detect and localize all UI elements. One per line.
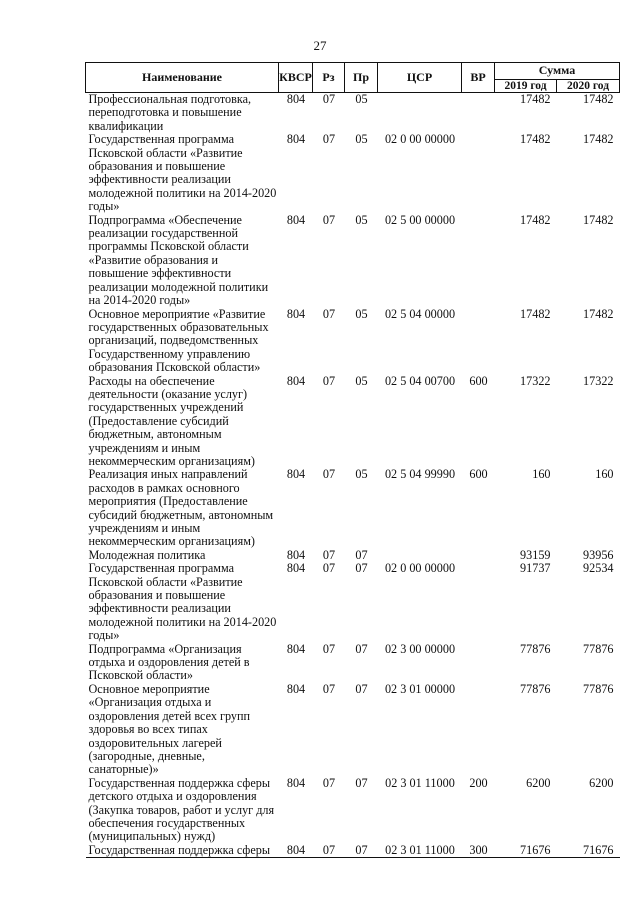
cell-name: Государственная программа Псковской области «Развитие образования и повышение эффективности реализации молодежной политики на 2014-2020 годы»: [88, 561, 277, 643]
cell-sum-2020: 160: [595, 467, 614, 482]
cell-csr: [378, 549, 462, 562]
cell-csr: 02 5 04 00700: [384, 373, 456, 388]
cell-sum-2019: 77876: [520, 641, 551, 656]
cell-sum-2020: 93956: [583, 547, 614, 562]
header-vr: ВР: [462, 63, 495, 93]
table-row: [86, 683, 620, 777]
cell-vr: [462, 308, 495, 375]
header-pr: Пр: [345, 63, 378, 93]
header-sum: Сумма: [495, 63, 620, 80]
table-row: [86, 375, 620, 469]
cell-pr: 05: [355, 92, 368, 106]
cell-sum-2020: 92534: [583, 561, 614, 576]
cell-kvsr: 804: [286, 212, 306, 227]
cell-sum-2020: 71676: [557, 844, 620, 858]
cell-sum-2019: 91737: [520, 561, 551, 576]
table-row: [86, 844, 620, 858]
cell-kvsr: 804: [286, 92, 306, 106]
cell-pr: 05: [355, 373, 368, 388]
cell-vr: [462, 683, 495, 777]
cell-pr: 07: [355, 547, 368, 562]
table-row: [86, 549, 620, 562]
table-row: [86, 214, 620, 308]
cell-pr: 05: [355, 467, 368, 482]
cell-rz: 07: [322, 467, 336, 482]
cell-sum-2019: 6200: [526, 775, 551, 790]
cell-pr: 07: [345, 844, 378, 858]
cell-sum-2020: 17322: [583, 373, 614, 388]
cell-kvsr: 804: [286, 681, 306, 696]
cell-sum-2019: 17322: [520, 373, 551, 388]
cell-vr: [462, 214, 495, 308]
cell-vr: 600: [469, 467, 488, 482]
cell-sum-2019: 93159: [520, 547, 551, 562]
cell-rz: 07: [322, 212, 336, 227]
table-row: [86, 562, 620, 642]
cell-name: Подпрограмма «Обеспечение реализации государственной программы Псковской области «Развитие образования и повышение эффективности реализации молодежной политики на 2014-2020 годы»: [88, 212, 269, 308]
cell-sum-2020: 77876: [583, 681, 614, 696]
table-body: [86, 93, 620, 858]
cell-sum-2019: 17482: [520, 212, 551, 227]
cell-sum-2020: 77876: [583, 641, 614, 656]
cell-name: Государственная программа Псковской области «Развитие образования и повышение эффективности реализации молодежной политики на 2014-2020 годы»: [88, 132, 277, 214]
header-rz: Рз: [313, 63, 345, 93]
cell-csr: 02 5 04 99990: [384, 467, 456, 482]
cell-csr: [378, 93, 462, 134]
cell-rz: 07: [322, 92, 336, 106]
cell-rz: 07: [322, 775, 336, 790]
table-row: [86, 133, 620, 213]
cell-sum-2020: 17482: [583, 212, 614, 227]
header-csr: ЦСР: [378, 63, 462, 93]
cell-vr: [462, 93, 495, 134]
table-row: [86, 643, 620, 683]
cell-name: Подпрограмма «Организация отдыха и оздоровления детей в Псковской области»: [88, 641, 250, 683]
cell-pr: 05: [355, 132, 368, 147]
cell-sum-2019: 71676: [495, 844, 557, 858]
cell-vr: [462, 133, 495, 213]
header-year-2020: 2020 год: [557, 80, 620, 93]
cell-pr: 07: [355, 641, 368, 656]
cell-rz: 07: [322, 561, 336, 576]
cell-csr: 02 0 00 00000: [384, 561, 456, 576]
cell-kvsr: 804: [286, 132, 306, 147]
cell-kvsr: 804: [286, 641, 306, 656]
cell-csr: 02 3 01 11000: [378, 844, 462, 858]
cell-kvsr: 804: [286, 306, 306, 321]
cell-rz: 07: [322, 373, 336, 388]
cell-kvsr: 804: [286, 373, 306, 388]
cell-vr: [462, 549, 495, 562]
cell-pr: 07: [355, 681, 368, 696]
cell-rz: 07: [322, 306, 336, 321]
cell-sum-2019: 17482: [520, 132, 551, 147]
cell-csr: 02 3 01 00000: [384, 681, 456, 696]
cell-csr: 02 5 00 00000: [384, 212, 456, 227]
cell-name: Основное мероприятие «Развитие государственных образовательных организаций, подведомственных Государственному управлению образования Псковской области»: [88, 306, 269, 375]
cell-vr: [462, 562, 495, 642]
cell-rz: 07: [322, 547, 336, 562]
cell-sum-2020: 6200: [589, 775, 614, 790]
cell-rz: 07: [322, 681, 336, 696]
table-row: [86, 468, 620, 548]
cell-name: Профессиональная подготовка, переподготовка и повышение квалификации: [88, 92, 252, 133]
cell-pr: 07: [355, 561, 368, 576]
cell-rz: 07: [322, 641, 336, 656]
cell-rz: 07: [313, 844, 345, 858]
cell-name: Государственная поддержка сферы детского отдыха и оздоровления (Закупка товаров, работ и услуг для обеспечения государственных (муниципальных) нужд): [88, 775, 275, 844]
cell-sum-2020: 17482: [583, 306, 614, 321]
cell-name: Реализация иных направлений расходов в рамках основного мероприятия (Предоставление субсидий бюджетным, автономным учреждениям и иным некоммерческим организациям): [88, 467, 274, 549]
cell-sum-2019: 17482: [520, 306, 551, 321]
cell-kvsr: 804: [286, 467, 306, 482]
cell-csr: 02 3 01 11000: [385, 775, 455, 790]
cell-vr: 300: [462, 844, 495, 858]
cell-name: Основное мероприятие «Организация отдыха и оздоровления детей всех групп здоровья во всех типах оздоровительных лагерей (загородные, дневные, санаторные)»: [88, 681, 251, 777]
page-number: 27: [313, 38, 327, 53]
cell-name: Государственная поддержка сферы: [86, 844, 279, 858]
budget-table: [85, 62, 620, 858]
header-name: Наименование: [86, 63, 279, 93]
cell-csr: 02 5 04 00000: [384, 306, 456, 321]
cell-rz: 07: [322, 132, 336, 147]
cell-pr: 05: [355, 306, 368, 321]
cell-kvsr: 804: [286, 775, 306, 790]
cell-pr: 05: [355, 212, 368, 227]
cell-csr: 02 3 00 00000: [384, 641, 456, 656]
cell-pr: 07: [355, 775, 368, 790]
cell-vr: 200: [469, 775, 488, 790]
cell-sum-2020: 17482: [583, 92, 614, 106]
table-row: [86, 93, 620, 134]
cell-name: Расходы на обеспечение деятельности (оказание услуг) государственных учреждений (Предоставление субсидий бюджетным, автономным учреждениям и иным некоммерческим организациям): [88, 373, 255, 468]
header-kvsr: КВСР: [279, 63, 313, 93]
cell-kvsr: 804: [286, 547, 306, 562]
cell-sum-2019: 160: [532, 467, 551, 482]
cell-sum-2020: 17482: [583, 132, 614, 147]
cell-kvsr: 804: [279, 844, 313, 858]
cell-sum-2019: 17482: [520, 92, 551, 106]
cell-vr: [462, 643, 495, 683]
cell-kvsr: 804: [286, 561, 306, 576]
cell-name: Молодежная политика: [88, 547, 206, 562]
table-row: [86, 777, 620, 844]
cell-sum-2019: 77876: [520, 681, 551, 696]
cell-vr: 600: [469, 373, 488, 388]
cell-csr: 02 0 00 00000: [384, 132, 456, 147]
table-row: [86, 308, 620, 375]
header-year-2019: 2019 год: [495, 80, 557, 93]
